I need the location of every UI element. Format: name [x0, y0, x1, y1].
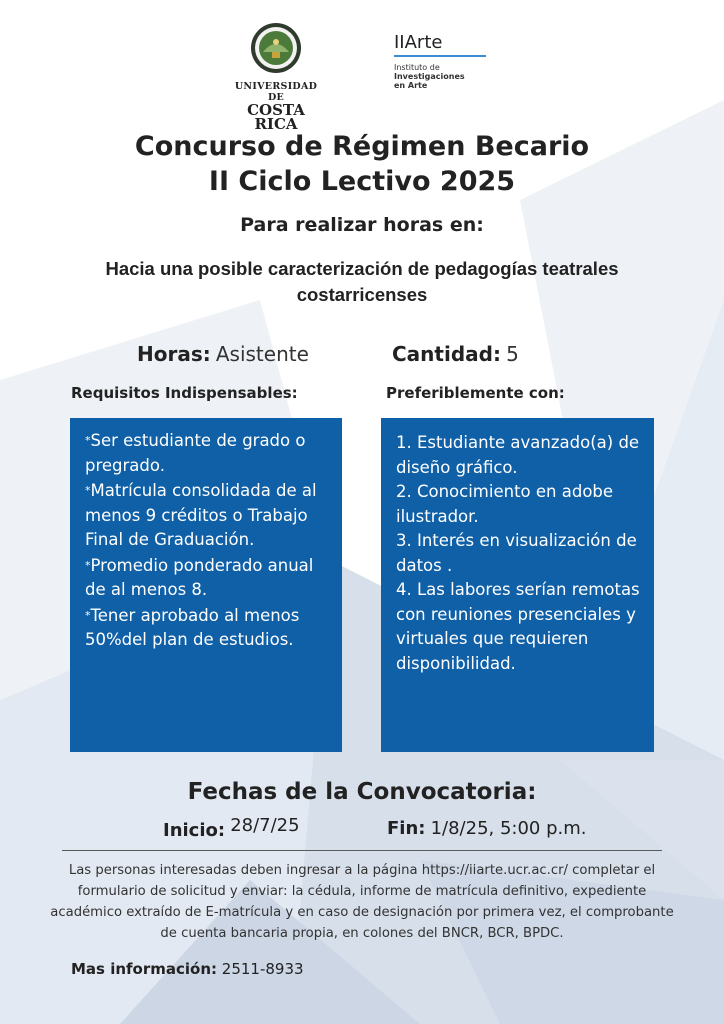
ucr-logo [228, 22, 324, 131]
horas-row [137, 342, 309, 366]
cantidad-value: 5 [506, 342, 519, 366]
dates-heading: Fechas de la Convocatoria: [187, 779, 537, 805]
ucr-name-line1: UNIVERSIDAD DE [234, 81, 318, 103]
preferences-box [381, 418, 654, 752]
list-item: 3. Interés en visualización de datos . [396, 531, 637, 575]
preferences-heading: Preferiblemente con: [386, 384, 565, 402]
contact-label: Mas información: [71, 960, 218, 978]
bullet-mark: * [85, 558, 91, 572]
bullet-mark: * [85, 608, 91, 622]
iiarte-logo [394, 32, 489, 90]
contact-info [71, 960, 304, 978]
cantidad-label: Cantidad: [392, 342, 501, 366]
iiarte-sub-line2: Investigaciones [394, 72, 465, 81]
project-name-line1: Hacia una posible caracterización de pedagogías teatrales [105, 258, 619, 279]
list-item [85, 429, 332, 478]
requirement-text: Tener aprobado al menos 50%del plan de estudios. [85, 605, 300, 649]
iiarte-sub-line1: Instituto de [394, 63, 440, 72]
list-item: 2. Conocimiento en adobe ilustrador. [396, 482, 614, 526]
divider [62, 850, 662, 851]
application-instructions: Las personas interesadas deben ingresar a la página https://iiarte.ucr.ac.cr/ completar el formulario de solicitud y enviar: la cédula, informe de matrícula definitivo, expediente académico extraído de E-matrícula y en caso de designación por primera vez, el comprobante de cuenta bancaria propia, en colones del BNCR, BCR, BPDC. [50, 863, 674, 941]
contact-phone: 2511-8933 [221, 960, 304, 978]
list-item: 1. Estudiante avanzado(a) de diseño gráfico. [396, 433, 640, 477]
start-date-label: Inicio: [163, 820, 226, 841]
ucr-seal-icon [250, 22, 302, 74]
end-date-row [387, 818, 587, 839]
start-date-row [163, 815, 300, 841]
page-subtitle: Para realizar horas en: [240, 214, 484, 236]
iiarte-name: IIArte [394, 32, 443, 53]
start-date-value: 28/7/25 [230, 815, 300, 836]
list-item [85, 479, 332, 553]
horas-label: Horas: [137, 342, 211, 366]
requirements-list [70, 418, 342, 653]
end-date-value: 1/8/25, 5:00 p.m. [430, 818, 587, 839]
requirements-box [70, 418, 342, 752]
horas-value: Asistente [215, 342, 309, 366]
iiarte-accent-line [394, 55, 486, 57]
project-name-line2: costarricenses [296, 284, 428, 305]
cantidad-row [392, 342, 519, 366]
end-date-label: Fin: [387, 818, 426, 839]
list-item [85, 554, 332, 603]
preferences-list [381, 418, 654, 676]
requirement-text: Promedio ponderado anual de al menos 8. [85, 555, 314, 599]
requirement-text: Matrícula consolidada de al menos 9 créditos o Trabajo Final de Graduación. [85, 481, 317, 549]
bullet-mark: * [85, 434, 91, 447]
list-item [85, 604, 332, 653]
iiarte-sub-line3: en Arte [394, 81, 428, 90]
bullet-mark: * [85, 484, 91, 497]
ucr-name-line2: COSTA RICA [247, 101, 305, 133]
list-item: 4. Las labores serían remotas con reuniones presenciales y virtuales que requieren disponibilidad. [396, 580, 640, 673]
page-title-line2: II Ciclo Lectivo 2025 [208, 166, 516, 197]
requirements-heading: Requisitos Indispensables: [71, 384, 298, 402]
requirement-text: Ser estudiante de grado o pregrado. [85, 431, 306, 475]
page-title-line1: Concurso de Régimen Becario [134, 131, 590, 162]
